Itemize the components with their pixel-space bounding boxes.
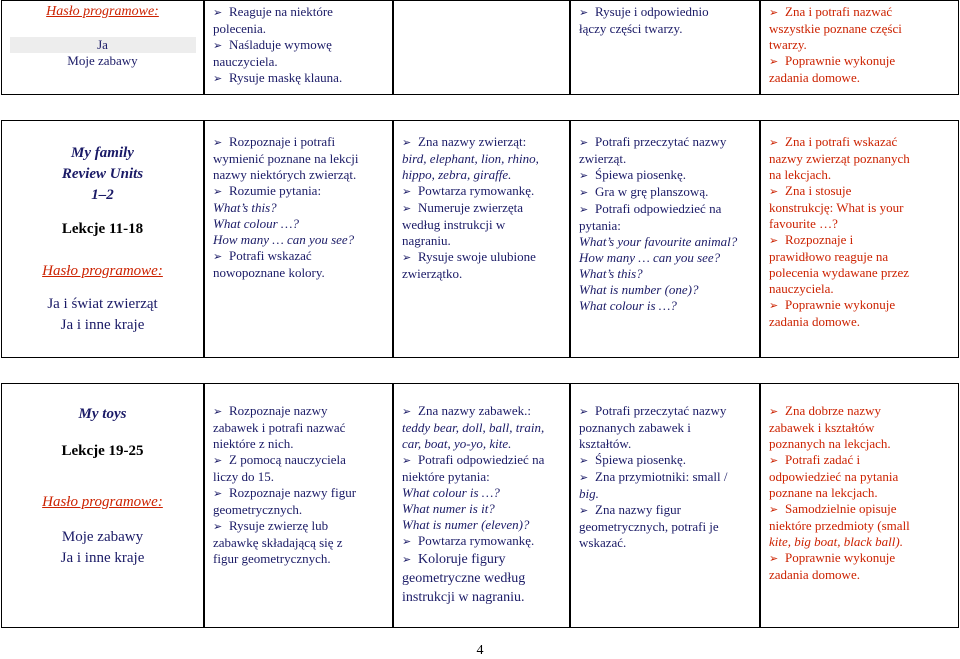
- topic-line: Moje zabawy: [67, 53, 138, 68]
- arrow-bullet-icon: ➢: [769, 55, 779, 68]
- arrow-bullet-icon: ➢: [579, 203, 589, 216]
- page-number: 4: [476, 643, 484, 658]
- skills-cell: ➢ Potrafi przeczytać nazwy zwierząt. ➢ Śpiewa piosenkę. ➢ Gra w grę planszową. ➢ Potrafi odpowiedzieć na pytania: What’s your favourite animal? How many … can you see? What’s this? What is number (one)? What colour is …?: [570, 120, 760, 358]
- table-row: [0, 383, 960, 628]
- arrow-bullet-icon: ➢: [213, 487, 223, 500]
- skills-cell: [393, 0, 570, 95]
- skills-cell: ➢ Zna nazwy zwierząt: bird, elephant, lion, rhino, hippo, zebra, giraffe. ➢ Powtarza rymowankę. ➢ Numeruje zwierzęta według instrukcji w nagraniu. ➢ Rysuje swoje ulubione zwierzątko.: [393, 120, 570, 358]
- arrow-bullet-icon: ➢: [402, 202, 412, 215]
- skills-cell: ➢ Rysuje i odpowiednio łączy części twarzy.: [570, 0, 760, 95]
- table-row: [0, 120, 960, 358]
- skills-cell: ➢ Zna i potrafi nazwać wszystkie poznane części twarzy. ➢ Poprawnie wykonuje zadania domowe.: [760, 0, 959, 95]
- slogan-heading: Hasło programowe:: [42, 263, 163, 279]
- arrow-bullet-icon: ➢: [579, 454, 589, 467]
- arrow-bullet-icon: ➢: [402, 553, 412, 566]
- topic-line: Ja i świat zwierząt: [47, 296, 158, 312]
- slogan-heading: Hasło programowe:: [42, 494, 163, 510]
- arrow-bullet-icon: ➢: [769, 299, 779, 312]
- arrow-bullet-icon: ➢: [769, 185, 779, 198]
- arrow-bullet-icon: ➢: [579, 405, 589, 418]
- arrow-bullet-icon: ➢: [579, 136, 589, 149]
- arrow-bullet-icon: ➢: [402, 251, 412, 264]
- arrow-bullet-icon: ➢: [769, 234, 779, 247]
- skills-cell: ➢ Reaguje na niektóre polecenia. ➢ Naśladuje wymowę nauczyciela. ➢ Rysuje maskę klauna.: [204, 0, 393, 95]
- arrow-bullet-icon: ➢: [213, 405, 223, 418]
- arrow-bullet-icon: ➢: [402, 405, 412, 418]
- skills-cell: ➢ Rozpoznaje nazwy zabawek i potrafi nazwać niektóre z nich. ➢ Z pomocą nauczyciela liczy do 15. ➢ Rozpoznaje nazwy figur geometrycznych. ➢ Rysuje zwierzę lub zabawkę składającą się z figur geometrycznych.: [204, 383, 393, 628]
- unit-subtitle: Review Units: [61, 166, 144, 182]
- arrow-bullet-icon: ➢: [579, 6, 589, 19]
- arrow-bullet-icon: ➢: [769, 552, 779, 565]
- topic-line: Moje zabawy: [61, 529, 144, 545]
- skills-cell: ➢ Zna i potrafi wskazać nazwy zwierząt poznanych na lekcjach. ➢ Zna i stosuje konstrukcję: What is your favourite …? ➢ Rozpoznaje i prawidłowo reaguje na polecenia wydawane przez nauczyciela. ➢ Poprawnie wykonuje zadania domowe.: [760, 120, 959, 358]
- skills-cell: ➢ Zna dobrze nazwy zabawek i kształtów poznanych na lekcjach. ➢ Potrafi zadać i odpowiedzieć na pytania poznane na lekcjach. ➢ Samodzielnie opisuje niektóre przedmioty (small kite, big boat, black ball). ➢ Poprawnie wykonuje zadania domowe.: [760, 383, 959, 628]
- skills-cell: ➢ Rozpoznaje i potrafi wymienić poznane na lekcji nazwy niektórych zwierząt. ➢ Rozumie pytania: What’s this? What colour …? How many … can you see? ➢ Potrafi wskazać nowopoznane kolory.: [204, 120, 393, 358]
- arrow-bullet-icon: ➢: [402, 454, 412, 467]
- arrow-bullet-icon: ➢: [213, 136, 223, 149]
- lessons-label: Lekcje 11-18: [61, 221, 144, 237]
- arrow-bullet-icon: ➢: [213, 39, 223, 52]
- unit-title: My family: [71, 145, 134, 161]
- topic-cell: [1, 0, 204, 95]
- topic-line: Ja: [6, 37, 199, 53]
- arrow-bullet-icon: ➢: [579, 169, 589, 182]
- skills-cell: ➢ Potrafi przeczytać nazwy poznanych zabawek i kształtów. ➢ Śpiewa piosenkę. ➢ Zna przymiotniki: small / big. ➢ Zna nazwy figur geometrycznych, potrafi je wskazać.: [570, 383, 760, 628]
- lessons-label: Lekcje 19-25: [61, 443, 144, 459]
- topic-cell: [1, 383, 204, 628]
- table-row: [0, 0, 960, 95]
- arrow-bullet-icon: ➢: [213, 185, 223, 198]
- skills-cell: ➢ Zna nazwy zabawek.: teddy bear, doll, ball, train, car, boat, yo-yo, kite. ➢ Potrafi odpowiedzieć na niektóre pytania: What colour is …? What numer is it? What is numer (eleven)? ➢ Powtarza rymowankę. ➢ Koloruje figury geometryczne według instrukcji w nagraniu.: [393, 383, 570, 628]
- topic-line: Ja i inne kraje: [60, 317, 145, 333]
- unit-range: 1–2: [91, 187, 114, 203]
- arrow-bullet-icon: ➢: [769, 454, 779, 467]
- arrow-bullet-icon: ➢: [769, 136, 779, 149]
- arrow-bullet-icon: ➢: [579, 471, 589, 484]
- arrow-bullet-icon: ➢: [213, 72, 223, 85]
- slogan-heading: Hasło programowe:: [46, 4, 159, 19]
- arrow-bullet-icon: ➢: [213, 250, 223, 263]
- arrow-bullet-icon: ➢: [402, 136, 412, 149]
- arrow-bullet-icon: ➢: [402, 535, 412, 548]
- arrow-bullet-icon: ➢: [769, 503, 779, 516]
- arrow-bullet-icon: ➢: [213, 454, 223, 467]
- topic-cell: [1, 120, 204, 358]
- topic-line: Ja i inne kraje: [60, 550, 145, 566]
- arrow-bullet-icon: ➢: [213, 6, 223, 19]
- arrow-bullet-icon: ➢: [769, 6, 779, 19]
- arrow-bullet-icon: ➢: [769, 405, 779, 418]
- arrow-bullet-icon: ➢: [402, 185, 412, 198]
- arrow-bullet-icon: ➢: [579, 186, 589, 199]
- arrow-bullet-icon: ➢: [579, 504, 589, 517]
- arrow-bullet-icon: ➢: [213, 520, 223, 533]
- unit-title: My toys: [78, 406, 127, 422]
